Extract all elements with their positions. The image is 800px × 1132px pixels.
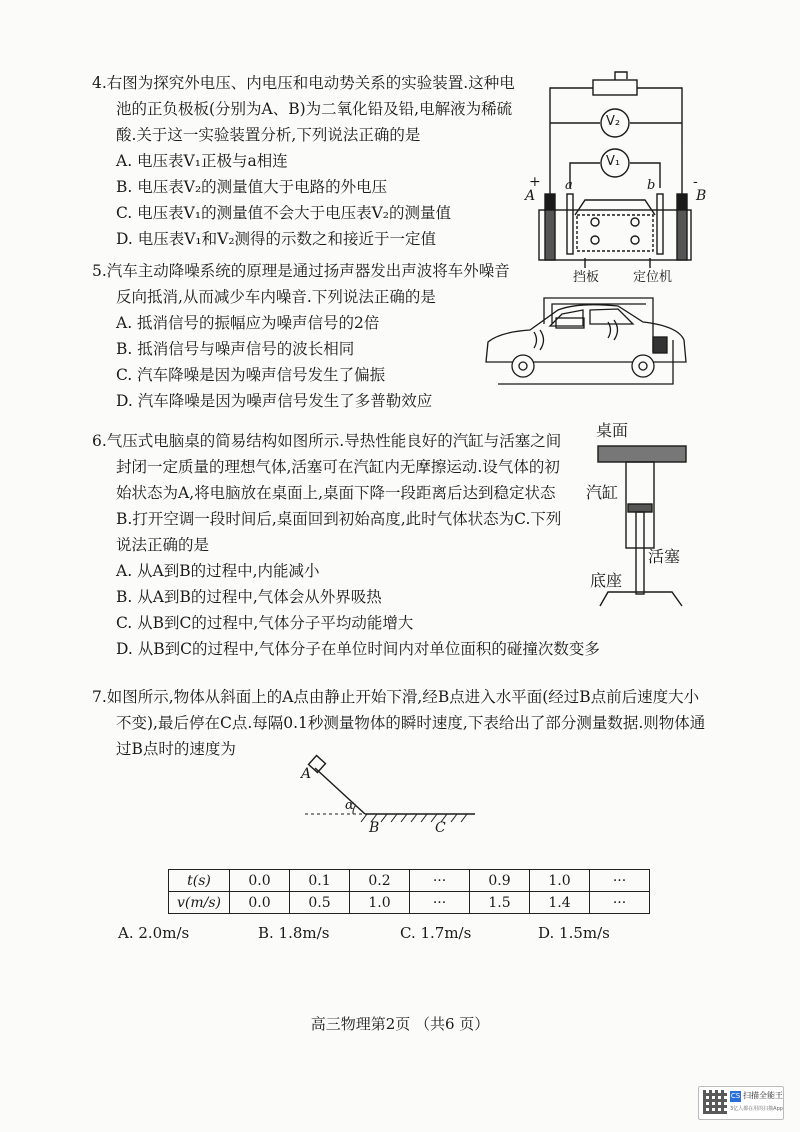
table-cell: ···: [590, 892, 650, 914]
q4-option-a: A. 电压表V₁正极与a相连: [116, 152, 288, 170]
table-cell: 1.0: [530, 870, 590, 892]
table-cell: 0.9: [470, 870, 530, 892]
page-footer: 高三物理第2页 （共6 页）: [310, 1015, 490, 1033]
q6-stem-line-3: 始状态为A,将电脑放在桌面上,桌面下降一段距离后达到稳定状态: [116, 484, 556, 502]
q6-option-d: D. 从B到C的过程中,气体分子在单位时间内对单位面积的碰撞次数变多: [116, 640, 600, 658]
q4-fig-v2-label: V₂: [606, 114, 621, 129]
q7-option-a: A. 2.0m/s: [118, 924, 190, 942]
q4-stem-line-1: 4.右图为探究外电压、内电压和电动势关系的实验装置.这种电: [92, 74, 515, 92]
q7-stem-line-2: 不变),最后停在C点.每隔0.1秒测量物体的瞬时速度,下表给出了部分测量数据.则物体通: [116, 714, 706, 732]
q7-option-b: B. 1.8m/s: [258, 924, 330, 942]
q7-incline-figure: [295, 752, 495, 842]
q6-option-c: C. 从B到C的过程中,气体分子平均动能增大: [116, 614, 414, 632]
q4-option-b: B. 电压表V₂的测量值大于电路的外电压: [116, 178, 388, 196]
table-cell: 0.5: [290, 892, 350, 914]
app-logo: CS: [730, 1092, 741, 1100]
q4-fig-v1-label: V₁: [606, 154, 621, 169]
question-7: [92, 684, 705, 762]
q4-fig-label-b: b: [647, 178, 656, 193]
q7-fig-label-B: B: [369, 820, 380, 836]
q6-stem-line-2: 封闭一定质量的理想气体,活塞可在汽缸内无摩擦运动.设气体的初: [116, 458, 560, 476]
q4-fig-label-B: B: [696, 188, 707, 204]
q5-option-a: A. 抵消信号的振幅应为噪声信号的2倍: [116, 314, 380, 332]
table-cell: ···: [410, 892, 470, 914]
table-cell: 1.4: [530, 892, 590, 914]
q4-fig-label-A: A: [525, 188, 536, 204]
q5-option-b: B. 抵消信号与噪声信号的波长相同: [116, 340, 355, 358]
q7-data-table: [168, 869, 650, 914]
q4-stem-line-3: 酸.关于这一实验装置分析,下列说法正确的是: [116, 126, 421, 144]
table-header-cell: t(s): [169, 870, 230, 892]
question-4: [92, 70, 515, 252]
table-cell: 1.5: [470, 892, 530, 914]
question-6: [92, 428, 600, 662]
q4-stem-line-2: 池的正负极板(分别为A、B)为二氧化铅及铅,电解液为稀硫: [116, 100, 513, 118]
q5-option-d: D. 汽车降噪是因为噪声信号发生了多普勒效应: [116, 392, 433, 410]
q5-stem-line-2: 反向抵消,从而减少车内噪音.下列说法正确的是: [116, 288, 436, 306]
table-cell: 0.0: [230, 870, 290, 892]
q5-stem-line-1: 5.汽车主动降噪系统的原理是通过扬声器发出声波将车外噪音: [92, 262, 510, 280]
question-5: [92, 258, 510, 414]
app-tagline: 3亿人都在用的扫描App: [730, 1106, 783, 1112]
q7-option-c: C. 1.7m/s: [400, 924, 472, 942]
q6-option-a: A. 从A到B的过程中,内能减小: [116, 562, 320, 580]
app-name: 扫描全能王: [743, 1091, 783, 1100]
q6-stem-line-4: B.打开空调一段时间后,桌面回到初始高度,此时气体状态为C.下列: [116, 510, 562, 528]
q4-option-c: C. 电压表V₁的测量值不会大于电压表V₂的测量值: [116, 204, 451, 222]
q7-fig-label-A: A: [301, 766, 312, 782]
q6-fig-top-label: 桌面: [596, 421, 629, 440]
table-cell: 0.2: [350, 870, 410, 892]
table-cell: ···: [410, 870, 470, 892]
q7-fig-label-alpha: α: [345, 798, 354, 813]
table-cell: 1.0: [350, 892, 410, 914]
q4-fig-positioner-label: 定位机: [633, 270, 673, 285]
q6-fig-piston-label: 活塞: [648, 547, 681, 566]
q6-stem-line-1: 6.气压式电脑桌的简易结构如图所示.导热性能良好的汽缸与活塞之间: [92, 432, 562, 450]
table-cell: ···: [590, 870, 650, 892]
scanner-watermark-badge: [698, 1086, 784, 1120]
q6-fig-base-label: 底座: [590, 571, 623, 590]
q4-fig-minus-sign: -: [693, 174, 698, 190]
table-header-cell: v(m/s): [169, 892, 230, 914]
q7-option-d: D. 1.5m/s: [538, 924, 610, 942]
q4-fig-label-a: a: [565, 178, 573, 193]
table-cell: 0.1: [290, 870, 350, 892]
q4-circuit-figure: [515, 70, 715, 285]
q6-stem-line-5: 说法正确的是: [116, 536, 210, 554]
table-row: [169, 870, 650, 892]
q6-desk-figure: [586, 418, 696, 613]
q4-fig-baffle-label: 挡板: [573, 270, 600, 285]
q4-fig-plus-sign: +: [529, 174, 541, 190]
table-cell: 0.0: [230, 892, 290, 914]
q4-option-d: D. 电压表V₁和V₂测得的示数之和接近于一定值: [116, 230, 437, 248]
q7-stem-line-1: 7.如图所示,物体从斜面上的A点由静止开始下滑,经B点进入水平面(经过B点前后速度大小: [92, 688, 700, 706]
qr-code-icon: [703, 1090, 727, 1114]
q6-option-b: B. 从A到B的过程中,气体会从外界吸热: [116, 588, 382, 606]
q6-fig-cylinder-label: 汽缸: [586, 483, 619, 502]
table-row: [169, 892, 650, 914]
q5-car-figure: [478, 292, 693, 392]
q7-fig-label-C: C: [435, 820, 446, 836]
q7-stem-line-3: 过B点时的速度为: [116, 740, 236, 758]
q5-option-c: C. 汽车降噪是因为噪声信号发生了偏振: [116, 366, 386, 384]
